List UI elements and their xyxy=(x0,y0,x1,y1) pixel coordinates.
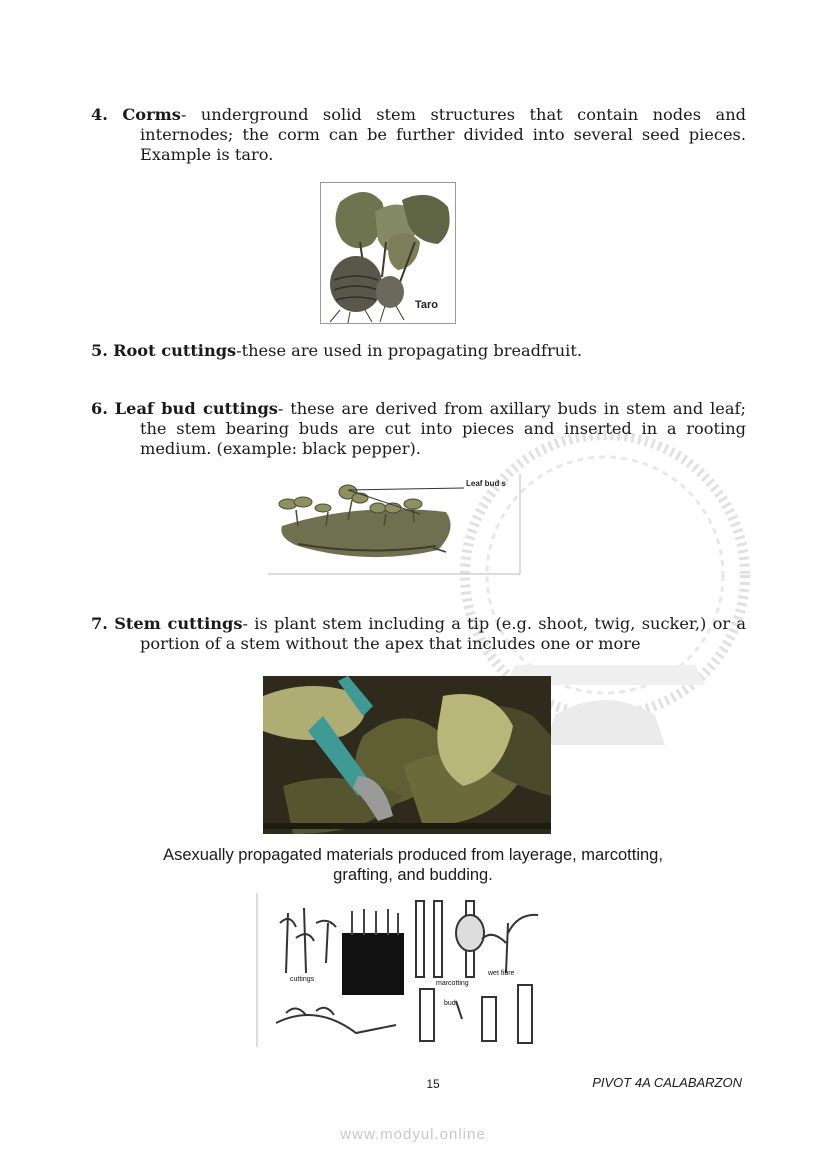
item-term: Root cuttings xyxy=(113,341,237,360)
propagation-methods-illustration xyxy=(256,893,546,1047)
figure-caption: Asexually propagated materials produced from layerage, marcotting, grafting, and budding. xyxy=(163,846,663,884)
item-root-cuttings xyxy=(91,341,697,361)
label-bud: bud xyxy=(444,1000,456,1007)
leaf-bud-label: Leaf bud s xyxy=(466,479,507,488)
stem-cutting-photo xyxy=(263,676,551,834)
item-text: - these are derived from axillary buds in stem and leaf; the stem bearing buds are cut into pieces and inserted in a rooting medium. (example: black pepper). xyxy=(140,399,746,458)
item-text: - underground solid stem structures that contain nodes and internodes; the corm can be further divided into several seed pieces. Example is taro. xyxy=(140,105,746,164)
item-number: 4. xyxy=(91,105,108,124)
item-stem-cuttings xyxy=(91,614,746,654)
label-cuttings: cuttings xyxy=(290,976,315,983)
taro-illustration xyxy=(320,182,456,324)
taro-label: Taro xyxy=(415,299,439,311)
item-number: 5. xyxy=(91,341,108,360)
item-corms xyxy=(91,105,746,165)
item-leaf-bud-cuttings xyxy=(91,399,746,459)
watermark-text: www.modyul.online xyxy=(340,1126,486,1143)
leaf-bud-illustration xyxy=(268,474,522,577)
item-number: 7. xyxy=(91,614,108,633)
page-number: 15 xyxy=(426,1077,440,1091)
item-number: 6. xyxy=(91,399,108,418)
label-wet-fibre: wet fibre xyxy=(488,970,515,977)
item-text: - is plant stem including a tip (e.g. shoot, twig, sucker,) or a portion of a stem without the apex that includes one or more xyxy=(140,614,746,653)
item-term: Stem cuttings xyxy=(114,614,243,633)
label-marcotting: marcotting xyxy=(436,980,469,987)
item-text: -these are used in propagating breadfruit. xyxy=(236,341,583,360)
footer-label: PIVOT 4A CALABARZON xyxy=(592,1075,742,1090)
item-term: Corms xyxy=(122,105,181,124)
item-term: Leaf bud cuttings xyxy=(114,399,278,418)
